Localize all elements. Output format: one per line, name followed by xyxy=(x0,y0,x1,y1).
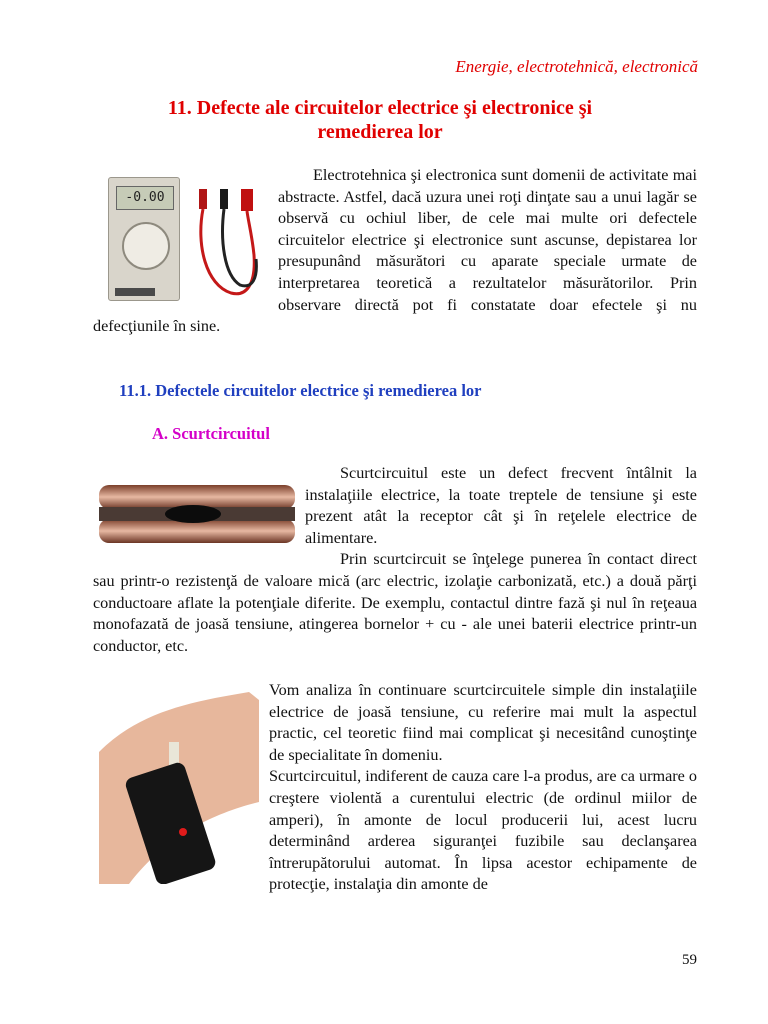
tester-led xyxy=(179,828,187,836)
short-circuit-explanation-text: Prin scurtcircuit se înţelege punerea în contact direct sau printr-o rezistenţă de valoare mică (arc electric, izolaţie carbonizată, etc.) a două părţi conductoare aflate la potenţiale diferite. De exemplu, contactul dintre fază şi nul în reţeaua monofazată de joasă tensiune, atingerea bornelor + cu - ale unei baterii electrice printr-un conductor, etc. xyxy=(93,550,697,655)
subsection-heading: A. Scurtcircuitul xyxy=(152,424,270,443)
chapter-title-line-1: 11. Defecte ale circuitelor electrice şi electronice şi xyxy=(167,97,593,119)
burn-mark xyxy=(165,505,221,523)
chapter-title-line-2: remedierea lor xyxy=(317,121,443,143)
short-circuit-definition-text: Scurtcircuitul este un defect frecvent întâlnit la instalaţiile electrice, la toate treptele de tensiune şi este prezent atât la receptor cât şi în reţelele electrice de alimentare. xyxy=(305,464,697,547)
section-heading: 11.1. Defectele circuitelor electrice şi remedierea lor xyxy=(119,381,482,400)
consequence-text: Scurtcircuitul, indiferent de cauza care l-a produs, are ca urmare o creştere violentă a curentului electric (de ordinul miilor de amperi), în amonte de locul producerii lui, acest lucru determinând arderea siguranţei fuzibile sau declanşarea întrerupătorului automat. În lipsa acestor echipamente de protecţie, instalaţia din amonte de xyxy=(269,767,697,894)
intro-paragraph-block xyxy=(93,165,697,338)
hand-tester-image xyxy=(99,682,259,884)
black-probe-tip xyxy=(220,189,228,209)
running-head: Energie, electrotehnică, electronică xyxy=(455,57,698,76)
black-lead-cable xyxy=(223,209,257,286)
multimeter-figure xyxy=(96,175,268,303)
analysis-text: Vom analiza în continuare scurtcircuitele simple din instalaţiile electrice de joasă tensiune, cu referire mai mult la aspectul practic, cel teoretic fiind mai complicat şi necesitând cunoştinţe de specialitate în domeniu. xyxy=(269,681,697,764)
red-lead-cable xyxy=(201,209,254,294)
hand-tester-figure xyxy=(99,682,259,884)
red-probe-tip xyxy=(199,189,207,209)
analysis-paragraphs xyxy=(93,680,697,896)
cable-short-figure xyxy=(99,471,295,557)
intro-paragraph-text: Electrotehnica şi electronica sunt domenii de activitate mai abstracte. Astfel, dacă uzura unei roţi dinţate sau a unui lagăr se observă cu ochiul liber, de cele mai multe ori defectele circuitelor electrice şi electronice sunt ascunse, depistarea lor presupunând măsurători cu aparate speciale urmate de interpretarea teoretică a rezultatelor măsurătorilor. Prin observare directă pot fi constatate doar efectele şi nu defecţiunile în sine. xyxy=(93,166,697,336)
test-leads-illustration xyxy=(96,175,268,303)
short-circuit-paragraphs xyxy=(93,463,697,657)
multimeter-display: -0.00 xyxy=(116,186,174,210)
page-number: 59 xyxy=(682,952,697,968)
red-plug xyxy=(241,189,253,211)
cable-short-image xyxy=(99,471,295,557)
chapter-title xyxy=(120,96,640,144)
